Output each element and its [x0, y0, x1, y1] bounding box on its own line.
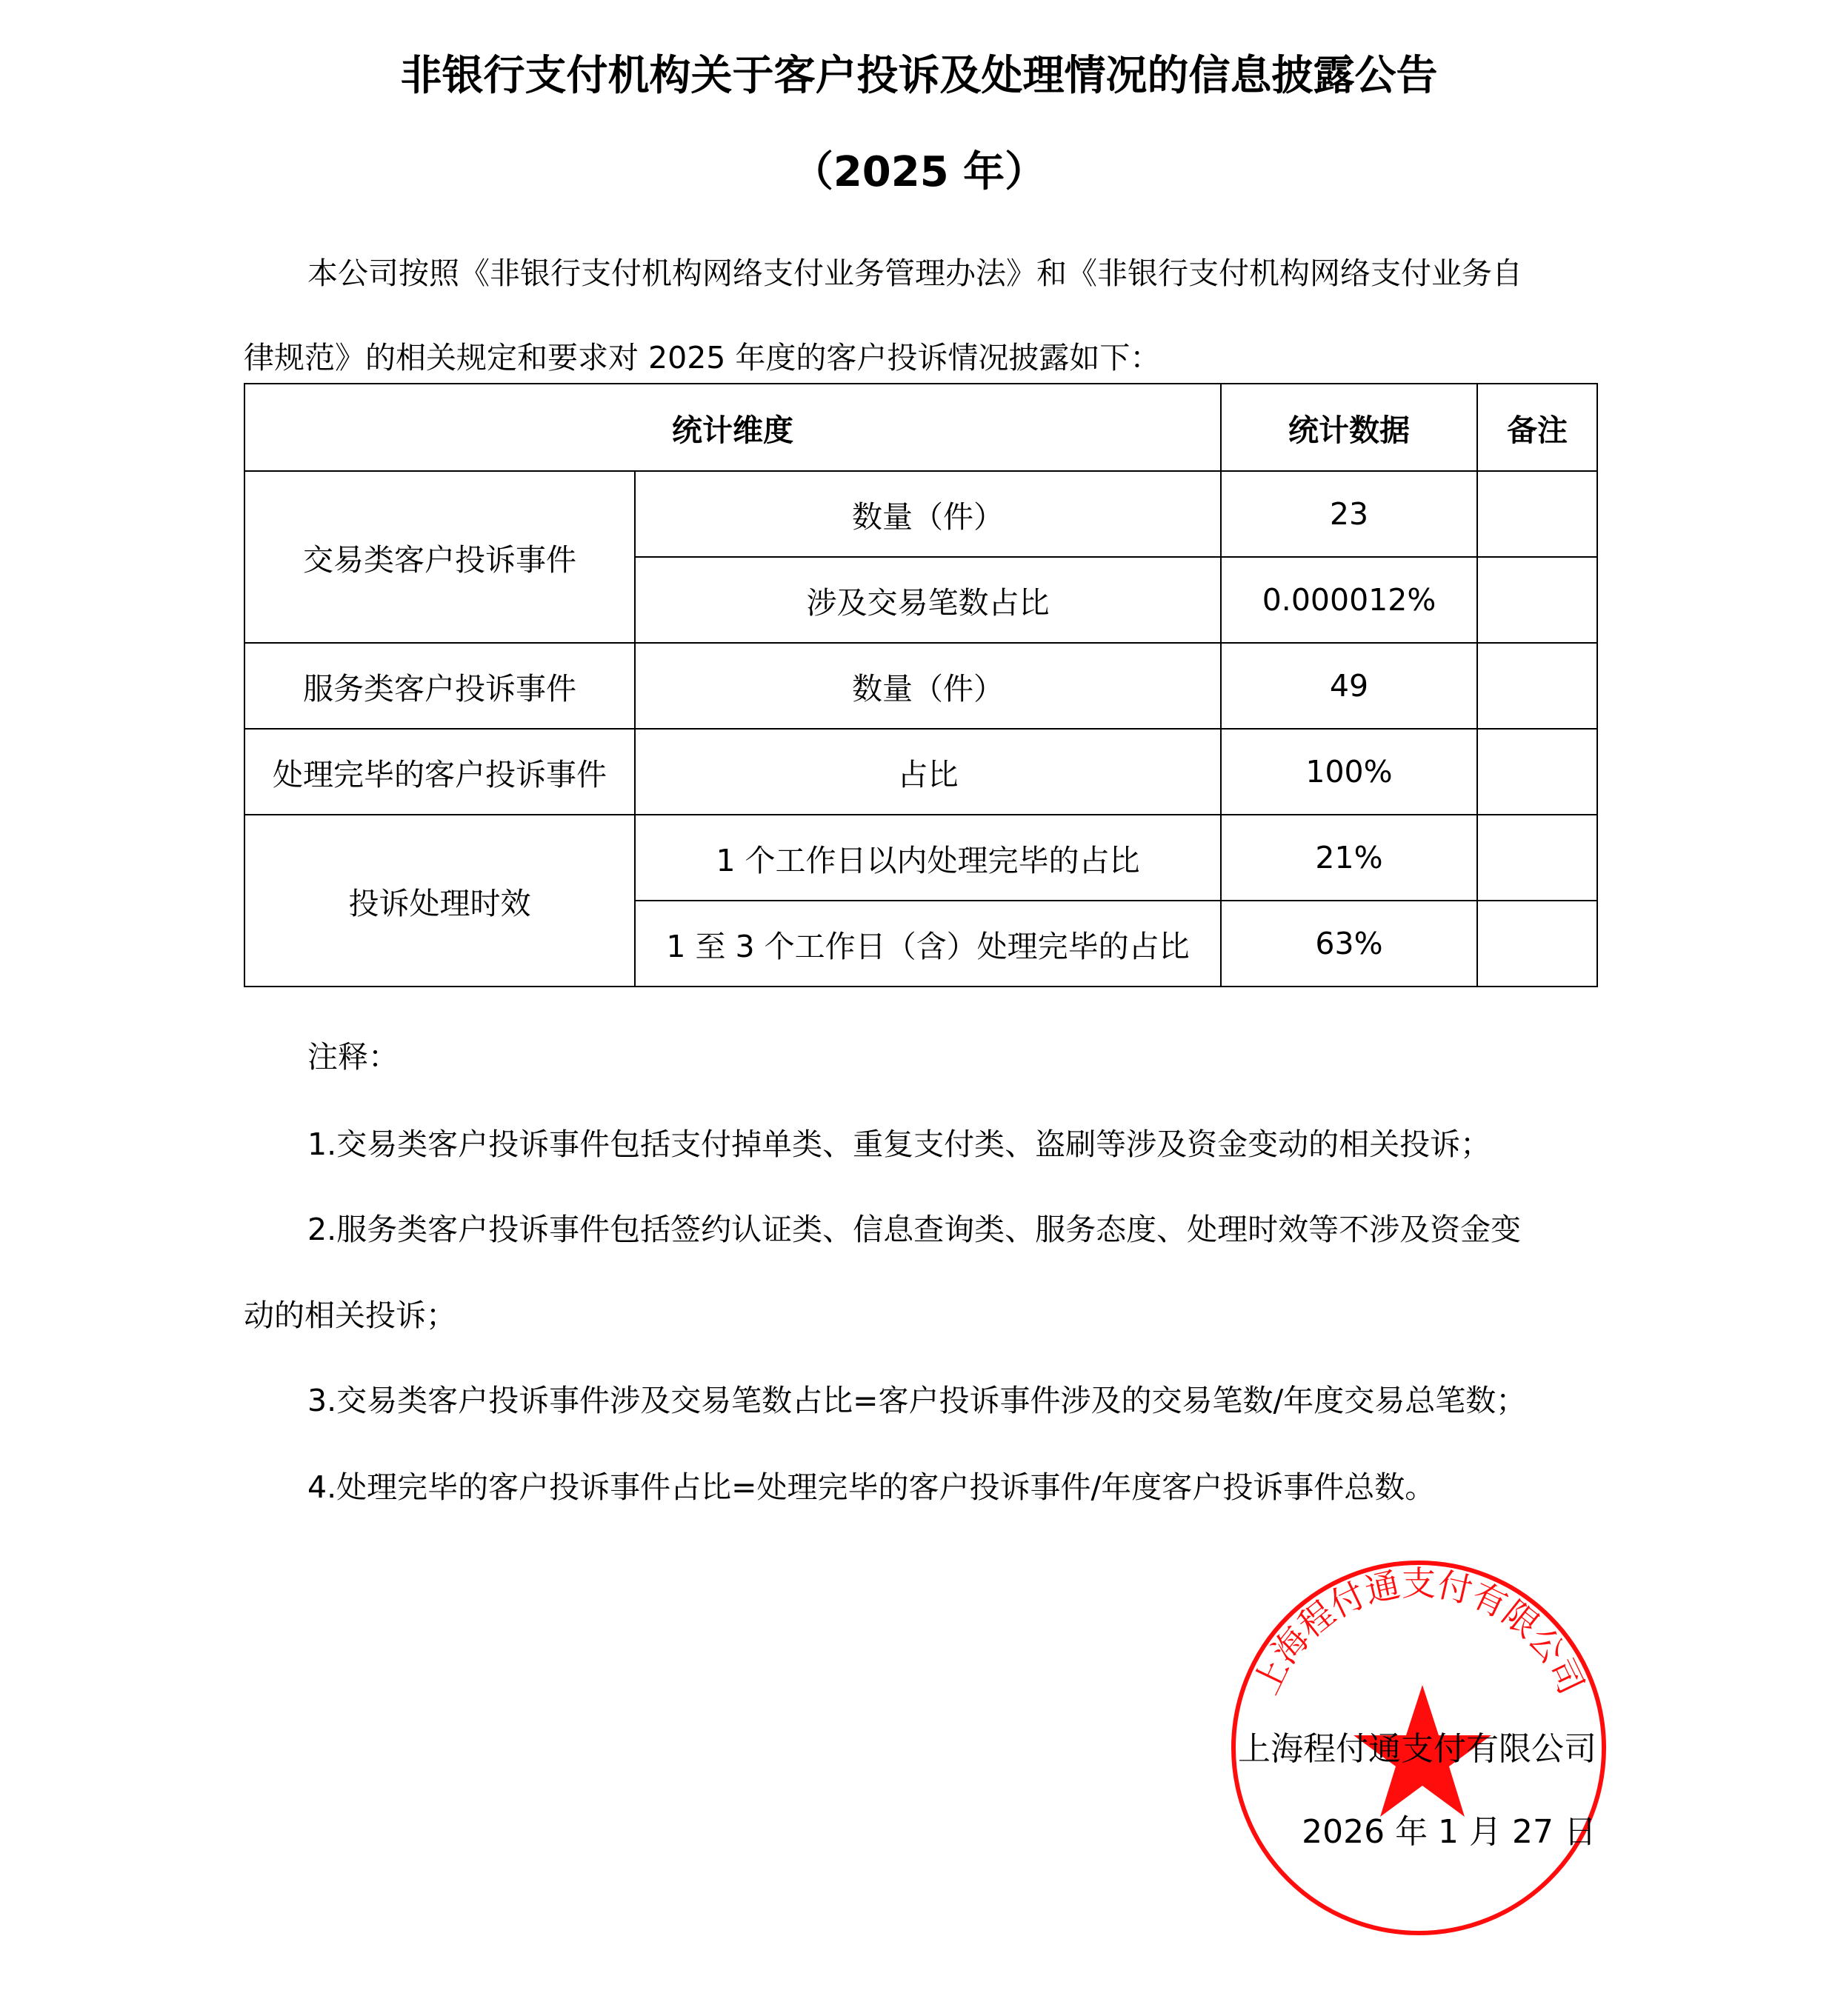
category-cell: 处理完毕的客户投诉事件: [244, 729, 635, 815]
value-cell: 0.000012%: [1221, 557, 1477, 643]
note-2: 2.服务类客户投诉事件包括签约认证类、信息查询类、服务态度、处理时效等不涉及资金变: [307, 1212, 1522, 1247]
metric-cell: 1 个工作日以内处理完毕的占比: [635, 815, 1221, 901]
metric-cell: 涉及交易笔数占比: [635, 557, 1221, 643]
note-cell: [1477, 815, 1597, 901]
table-header-row: [244, 384, 1597, 471]
category-cell: 交易类客户投诉事件: [244, 471, 635, 643]
header-value: 统计数据: [1221, 384, 1477, 471]
category-cell: 服务类客户投诉事件: [244, 643, 635, 729]
value-cell: 21%: [1221, 815, 1477, 901]
table-row: [244, 729, 1597, 815]
note-cell: [1477, 729, 1597, 815]
value-cell: 63%: [1221, 901, 1477, 987]
table-row: [244, 815, 1597, 901]
note-cell: [1477, 643, 1597, 729]
metric-cell: 占比: [635, 729, 1221, 815]
header-note: 备注: [1477, 384, 1597, 471]
note-cell: [1477, 557, 1597, 643]
table-row: [244, 643, 1597, 729]
note-4: 4.处理完毕的客户投诉事件占比=处理完毕的客户投诉事件/年度客户投诉事件总数。: [307, 1469, 1436, 1505]
seal-text: 上海程付通支付有限公司: [1245, 1563, 1592, 1700]
page-subtitle: （2025 年）: [791, 148, 1047, 196]
signature-date: 2026 年 1 月 27 日: [1302, 1813, 1596, 1851]
notes-heading: 注释：: [307, 1039, 399, 1075]
intro-line-1: 本公司按照《非银行支付机构网络支付业务管理办法》和《非银行支付机构网络支付业务自: [307, 256, 1522, 291]
metric-cell: 数量（件）: [635, 643, 1221, 729]
note-3: 3.交易类客户投诉事件涉及交易笔数占比=客户投诉事件涉及的交易笔数/年度交易总笔数；: [307, 1383, 1527, 1418]
value-cell: 49: [1221, 643, 1477, 729]
note-cell: [1477, 901, 1597, 987]
complaint-stats-table: [244, 383, 1598, 987]
signature-company: 上海程付通支付有限公司: [1238, 1730, 1596, 1768]
value-cell: 100%: [1221, 729, 1477, 815]
value-cell: 23: [1221, 471, 1477, 557]
header-dimension: 统计维度: [244, 384, 1221, 471]
table-row: [244, 471, 1597, 557]
metric-cell: 数量（件）: [635, 471, 1221, 557]
note-cell: [1477, 471, 1597, 557]
note-1: 1.交易类客户投诉事件包括支付掉单类、重复支付类、盗刷等涉及资金变动的相关投诉；: [307, 1127, 1491, 1162]
page-title: 非银行支付机构关于客户投诉及处理情况的信息披露公告: [400, 52, 1438, 100]
note-2-cont: 动的相关投诉；: [244, 1298, 456, 1333]
metric-cell: 1 至 3 个工作日（含）处理完毕的占比: [635, 901, 1221, 987]
category-cell: 投诉处理时效: [244, 815, 635, 987]
intro-line-2: 律规范》的相关规定和要求对 2025 年度的客户投诉情况披露如下：: [244, 340, 1161, 376]
